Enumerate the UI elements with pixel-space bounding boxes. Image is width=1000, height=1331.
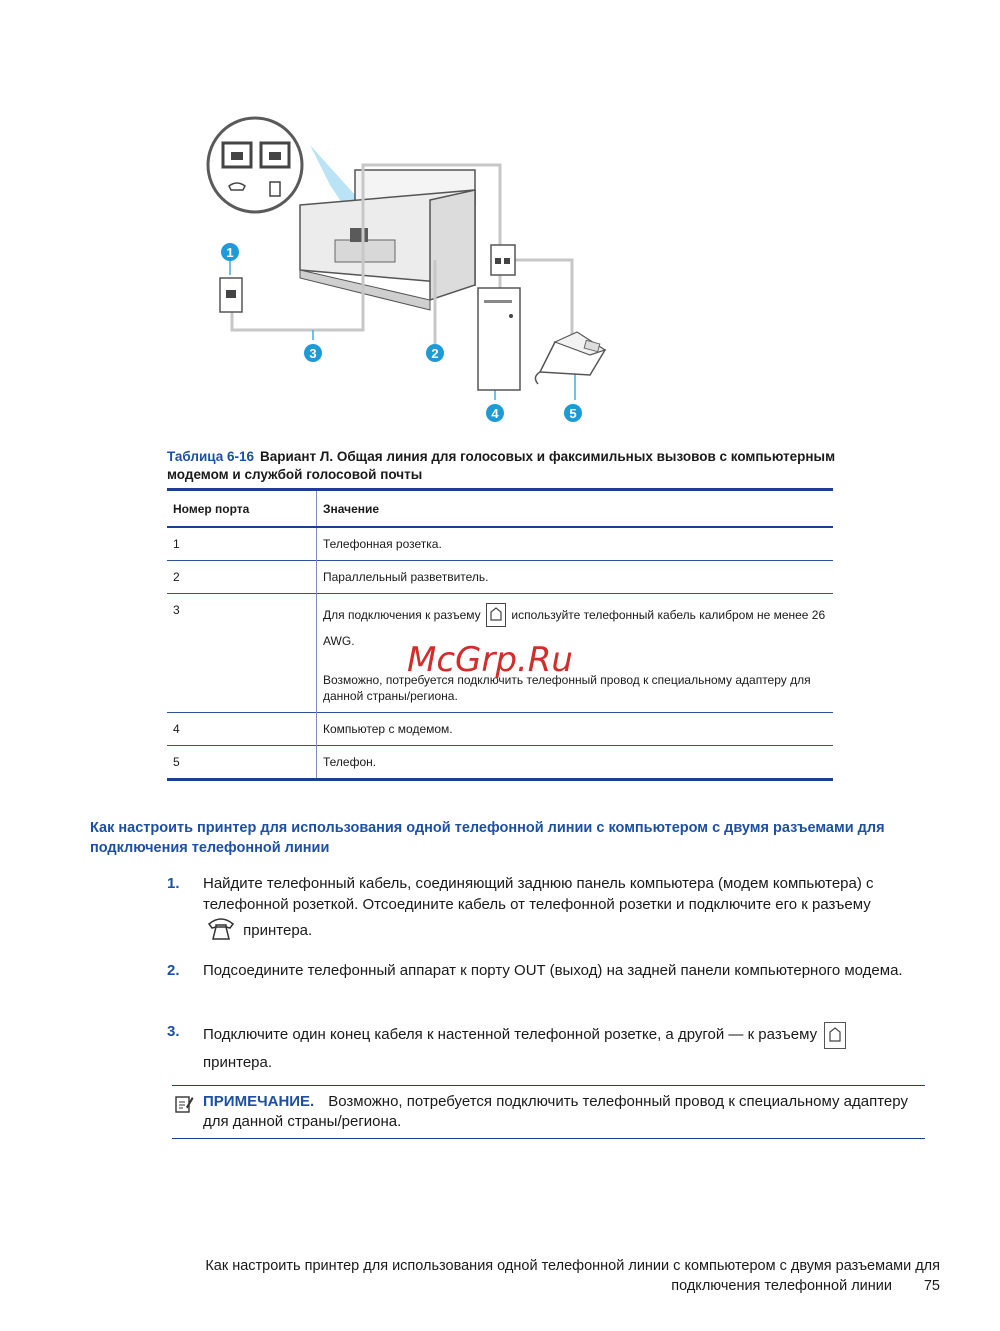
table-row: [167, 746, 833, 780]
step-number: 2.: [167, 962, 180, 979]
value-cell: Параллельный разветвитель.: [323, 570, 489, 584]
step-text-after-icon: принтера.: [243, 921, 313, 939]
callout-3: [304, 344, 322, 362]
svg-text:1: 1: [226, 245, 234, 260]
step-text-after-icon: принтера.: [203, 1054, 273, 1071]
fax-port-icon: [824, 1022, 846, 1049]
value-cell: [317, 594, 834, 713]
step-text-before-icon: Найдите телефонный кабель, соединяющий заднюю панель компьютера (модем компьютера) с телефонной розеткой. Отсоедините кабель от телефонной розетки и подключите его к разъему: [203, 875, 874, 913]
step-number: 1.: [167, 875, 180, 892]
footer-line-1: Как настроить принтер для использования одной телефонной линии с компьютером с двумя разъемами для: [205, 1258, 940, 1274]
step-number: 3.: [167, 1023, 180, 1040]
value-extra: Возможно, потребуется подключить телефонный провод к специальному адаптеру для данной страны/региона.: [323, 673, 811, 703]
watermark: McGrp.Ru: [407, 640, 573, 680]
note-icon: [174, 1094, 194, 1120]
step-1: [167, 873, 907, 947]
table-caption: [167, 448, 837, 484]
wall-jack-icon: [220, 278, 242, 312]
svg-text:3: 3: [309, 346, 317, 361]
port-cell: 3: [167, 594, 317, 713]
table-caption-number: Таблица 6-16: [167, 449, 255, 464]
splitter-icon: [491, 245, 515, 275]
value-text-before-icon: Для подключения к разъему: [323, 608, 481, 622]
callout-1: [221, 243, 239, 261]
printer-icon: [300, 170, 475, 310]
value-cell: Компьютер с модемом.: [323, 722, 453, 736]
step-text: Подсоедините телефонный аппарат к порту OUT (выход) на задней панели компьютерного модема.: [203, 962, 903, 979]
value-cell: Телефон.: [323, 755, 377, 769]
footer-title: подключения телефонной линии: [671, 1278, 892, 1294]
table-header-row: [167, 490, 833, 528]
phone-port-icon: [206, 915, 236, 947]
step-text: [203, 873, 907, 947]
fax-port-icon: [486, 603, 506, 627]
table-row: [167, 713, 833, 746]
callout-5: [564, 404, 582, 422]
note-label: ПРИМЕЧАНИЕ.: [203, 1093, 315, 1110]
value-text-after-icon: используйте телефонный кабель калибром не менее 26 AWG.: [323, 608, 826, 648]
section-heading: Как настроить принтер для использования одной телефонной линии с компьютером с двумя разъемами для подключения телефонной линии: [90, 820, 885, 856]
port-cell: 1: [167, 527, 317, 561]
svg-text:4: 4: [491, 406, 499, 421]
footer-line-2: [205, 1276, 940, 1296]
table-caption-text: Вариант Л. Общая линия для голосовых и факсимильных вызовов с компьютерным модемом и службой голосовой почты: [167, 449, 836, 482]
value-cell-para: [323, 602, 827, 654]
step-text-before-icon: Подключите один конец кабеля к настенной телефонной розетке, а другой — к разъему: [203, 1026, 818, 1043]
step-text: [203, 1021, 907, 1077]
value-cell: Телефонная розетка.: [323, 537, 442, 551]
note-box: [172, 1085, 925, 1139]
step-3: [167, 1021, 907, 1077]
svg-text:5: 5: [569, 406, 577, 421]
port-cell: 5: [167, 746, 317, 780]
svg-text:2: 2: [431, 346, 439, 361]
table-row: [167, 561, 833, 594]
computer-icon: [478, 288, 520, 390]
port-cell: 4: [167, 713, 317, 746]
port-table: [167, 488, 833, 781]
page-footer: [205, 1256, 940, 1296]
table-row: [167, 527, 833, 561]
header-value: Значение: [323, 501, 380, 516]
telephone-icon: [535, 332, 605, 384]
port-cell: 2: [167, 561, 317, 594]
callout-4: [486, 404, 504, 422]
callout-2: [426, 344, 444, 362]
note-text: Возможно, потребуется подключить телефонный провод к специальному адаптеру для данной страны/региона.: [203, 1093, 908, 1130]
connection-diagram: [195, 110, 625, 430]
header-port-number: Номер порта: [167, 490, 317, 528]
step-2: [167, 960, 907, 981]
page-number: 75: [923, 1278, 940, 1294]
